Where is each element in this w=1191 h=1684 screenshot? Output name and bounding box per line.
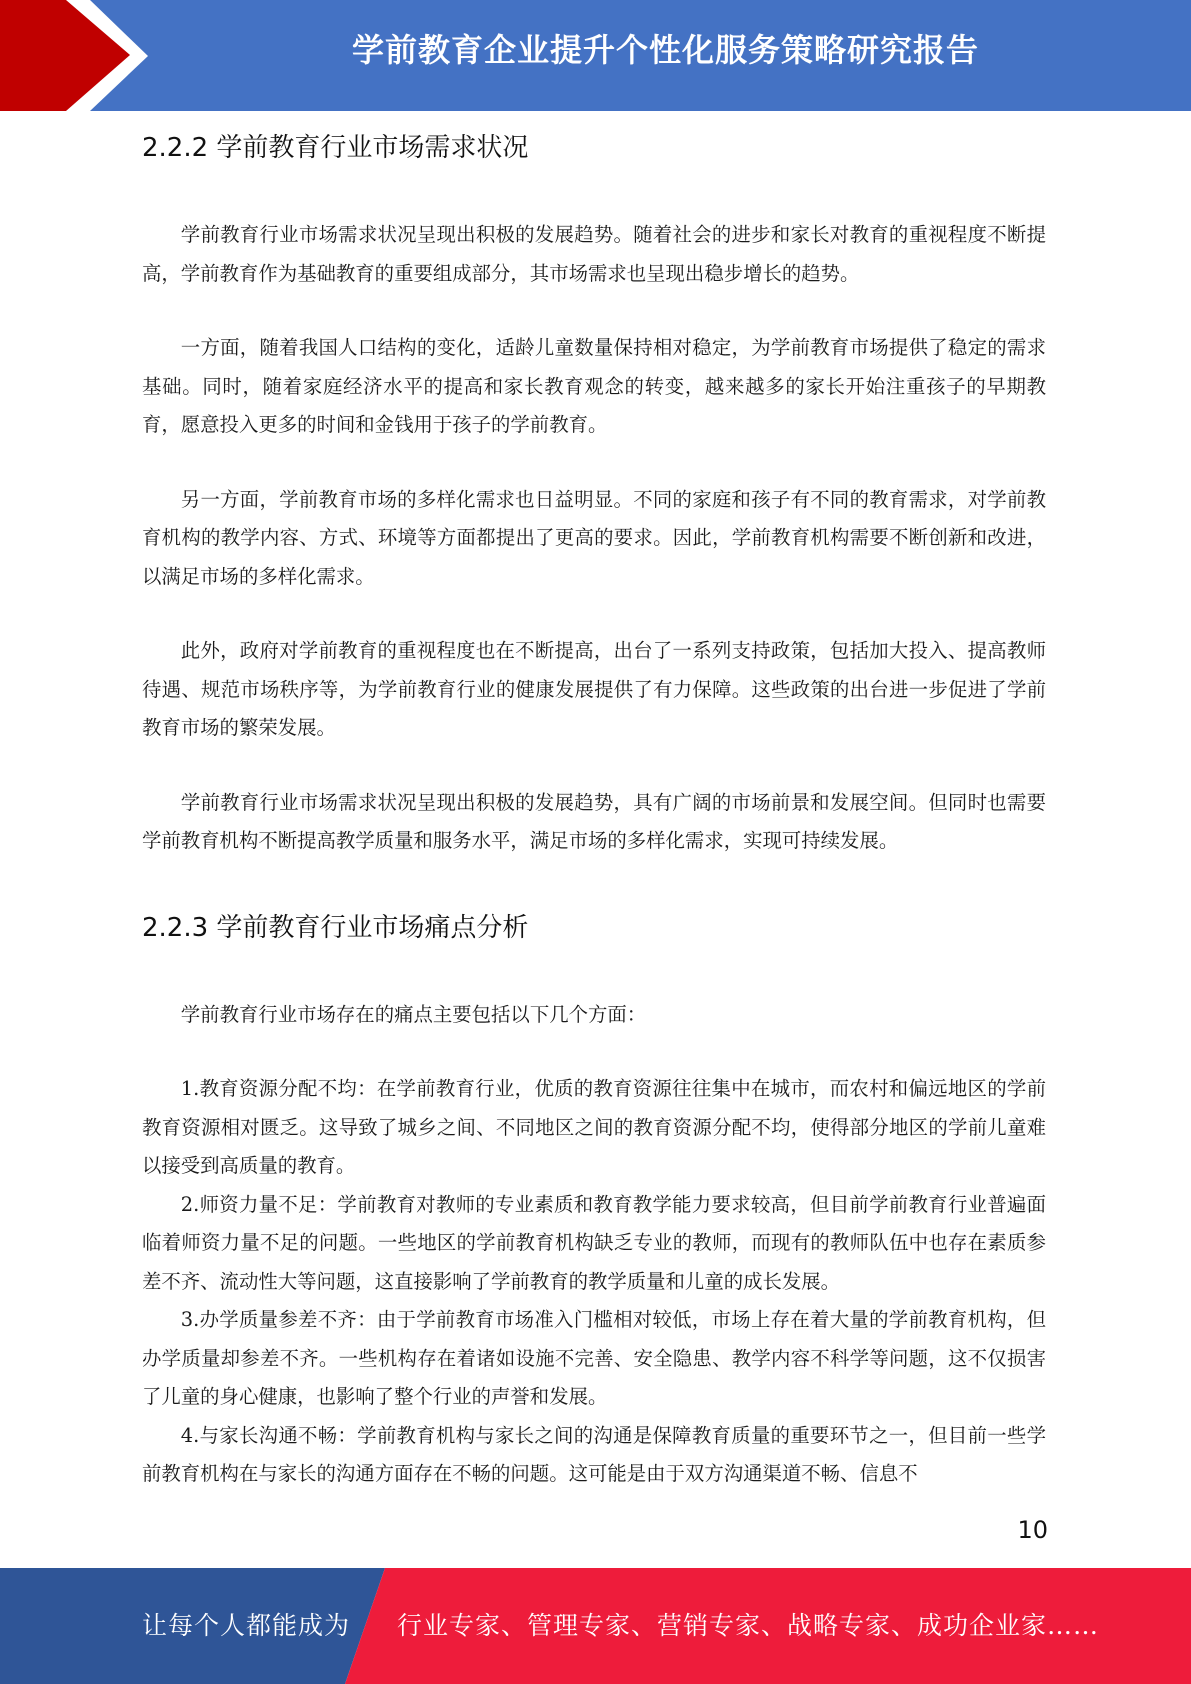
paragraph: 学前教育行业市场需求状况呈现出积极的发展趋势，具有广阔的市场前景和发展空间。但同时也需要学前教育机构不断提高教学质量和服务水平，满足市场的多样化需求，实现可持续发展。 xyxy=(142,790,1046,852)
page-header xyxy=(0,0,1191,111)
list-item: 3.办学质量参差不齐：由于学前教育市场准入门槛相对较低，市场上存在着大量的学前教育机构，但办学质量却参差不齐。一些机构存在着诸如设施不完善、安全隐患、教学内容不科学等问题，这不仅损害了儿童的身心健康，也影响了整个行业的声誉和发展。 xyxy=(142,1308,1046,1408)
page-footer xyxy=(0,1568,1191,1684)
section-heading: 2.2.3 学前教育行业市场痛点分析 xyxy=(142,912,529,943)
footer-slogan-left: 让每个人都能成为 xyxy=(142,1611,351,1640)
paragraph: 一方面，随着我国人口结构的变化，适龄儿童数量保持相对稳定，为学前教育市场提供了稳定的需求基础。同时，随着家庭经济水平的提高和家长教育观念的转变，越来越多的家长开始注重孩子的早期教育，愿意投入更多的时间和金钱用于孩子的学前教育。 xyxy=(142,336,1046,436)
paragraph: 另一方面，学前教育市场的多样化需求也日益明显。不同的家庭和孩子有不同的教育需求，对学前教育机构的教学内容、方式、环境等方面都提出了更高的要求。因此，学前教育机构需要不断创新和改进，以满足市场的多样化需求。 xyxy=(142,487,1046,588)
list-item: 2.师资力量不足：学前教育对教师的专业素质和教育教学能力要求较高，但目前学前教育行业普遍面临着师资力量不足的问题。一些地区的学前教育机构缺乏专业的教师，而现有的教师队伍中也存在素质参差不齐、流动性大等问题，这直接影响了学前教育的教学质量和儿童的成长发展。 xyxy=(142,1192,1046,1293)
document-body xyxy=(142,118,1046,1494)
paragraph: 学前教育行业市场存在的痛点主要包括以下几个方面： xyxy=(180,1002,647,1026)
paragraph: 学前教育行业市场需求状况呈现出积极的发展趋势。随着社会的进步和家长对教育的重视程度不断提高，学前教育作为基础教育的重要组成部分，其市场需求也呈现出稳步增长的趋势。 xyxy=(142,223,1046,285)
footer-slogan-right: 行业专家、管理专家、营销专家、战略专家、成功企业家…… xyxy=(397,1611,1100,1640)
page-number: 10 xyxy=(1017,1516,1048,1544)
paragraph: 此外，政府对学前教育的重视程度也在不断提高，出台了一系列支持政策，包括加大投入、提高教师待遇、规范市场秩序等，为学前教育行业的健康发展提供了有力保障。这些政策的出台进一步促进了学前教育市场的繁荣发展。 xyxy=(142,639,1046,739)
header-title: 学前教育企业提升个性化服务策略研究报告 xyxy=(351,31,979,69)
list-item: 1.教育资源分配不均：在学前教育行业，优质的教育资源往往集中在城市，而农村和偏远地区的学前教育资源相对匮乏。这导致了城乡之间、不同地区之间的教育资源分配不均，使得部分地区的学前儿童难以接受到高质量的教育。 xyxy=(142,1077,1046,1177)
list-item: 4.与家长沟通不畅：学前教育机构与家长之间的沟通是保障教育质量的重要环节之一，但目前一些学前教育机构在与家长的沟通方面存在不畅的问题。这可能是由于双方沟通渠道不畅、信息不 xyxy=(142,1423,1046,1485)
section-heading: 2.2.2 学前教育行业市场需求状况 xyxy=(142,133,529,163)
